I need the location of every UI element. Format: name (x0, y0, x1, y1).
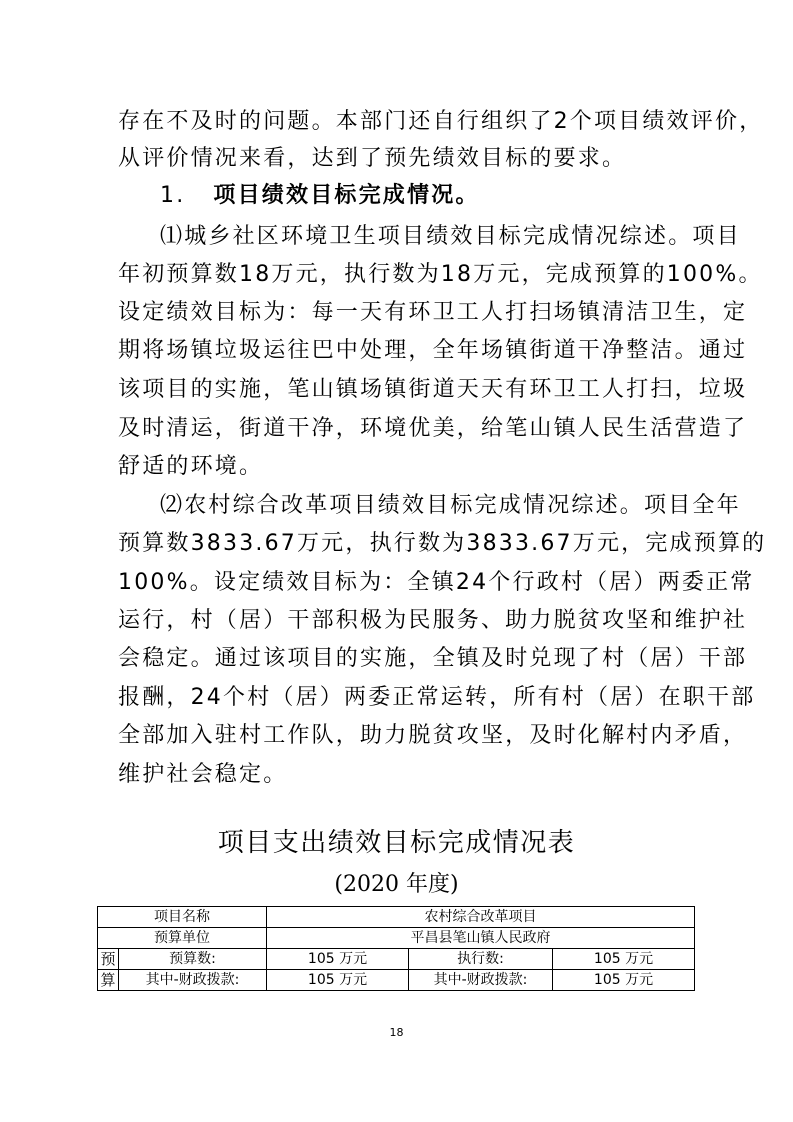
paragraph-line: 报酬，24个村（居）两委正常运转，所有村（居）在职干部 (118, 685, 756, 710)
execution-value: 105 万元 (553, 949, 695, 970)
paragraph-line: 设定绩效目标为：每一天有环卫工人打扫场镇清洁卫生，定 (118, 300, 748, 325)
project-name-label: 项目名称 (98, 907, 267, 928)
fiscal-value: 105 万元 (267, 970, 409, 991)
paragraph-line: 年初预算数18万元，执行数为18万元，完成预算的100%。 (118, 262, 763, 287)
paragraph-line: 期将场镇垃圾运往巴中处理，全年场镇街道干净整洁。通过 (118, 338, 748, 363)
budget-label: 预算数: (119, 949, 267, 970)
table-title: 项目支出绩效目标完成情况表 (217, 828, 576, 858)
table-year: (2020 年度) (334, 872, 459, 897)
paragraph-line: 从评价情况来看，达到了预先绩效目标的要求。 (118, 146, 627, 171)
side-label-bottom: 算 (98, 970, 119, 991)
performance-table (97, 906, 695, 991)
paragraph-line: 全部加入驻村工作队，助力脱贫攻坚，及时化解村内矛盾， (118, 723, 748, 748)
table-row (98, 928, 695, 949)
table-row (98, 970, 695, 991)
fiscal-label: 其中-财政拨款: (119, 970, 267, 991)
section-heading-text: 项目绩效目标完成情况。 (213, 183, 480, 208)
table-row (98, 907, 695, 928)
section-number: 1. (160, 183, 186, 208)
section-heading (160, 183, 720, 209)
execution-label: 执行数: (409, 949, 553, 970)
paragraph-line: 预算数3833.67万元，执行数为3833.67万元，完成预算的 (118, 531, 767, 556)
budget-unit-label: 预算单位 (98, 928, 267, 949)
paragraph-line: 会稳定。通过该项目的实施，全镇及时兑现了村（居）干部 (118, 646, 748, 671)
project-name-value: 农村综合改革项目 (267, 907, 695, 928)
paragraph-line: 存在不及时的问题。本部门还自行组织了2个项目绩效评价， (118, 109, 764, 134)
paragraph-line: ⑵农村综合改革项目绩效目标完成情况综述。项目全年 (160, 493, 741, 518)
fiscal-value-2: 105 万元 (553, 970, 695, 991)
paragraph-line: 维护社会稳定。 (118, 762, 288, 787)
paragraph-line: 舒适的环境。 (118, 454, 264, 479)
paragraph-line: 运行，村（居）干部积极为民服务、助力脱贫攻坚和维护社 (118, 608, 748, 633)
table-row (98, 949, 695, 970)
budget-unit-value: 平昌县笔山镇人民政府 (267, 928, 695, 949)
side-label-top: 预 (98, 949, 119, 970)
fiscal-label-2: 其中-财政拨款: (409, 970, 553, 991)
paragraph-line: 及时清运，街道干净，环境优美，给笔山镇人民生活营造了 (118, 416, 748, 441)
paragraph-line: 100%。设定绩效目标为：全镇24个行政村（居）两委正常 (118, 570, 755, 595)
paragraph-line: ⑴城乡社区环境卫生项目绩效目标完成情况综述。项目 (160, 224, 741, 249)
page-number: 18 (389, 1026, 404, 1039)
paragraph-line: 该项目的实施，笔山镇场镇街道天天有环卫工人打扫，垃圾 (118, 377, 748, 402)
budget-value: 105 万元 (267, 949, 409, 970)
